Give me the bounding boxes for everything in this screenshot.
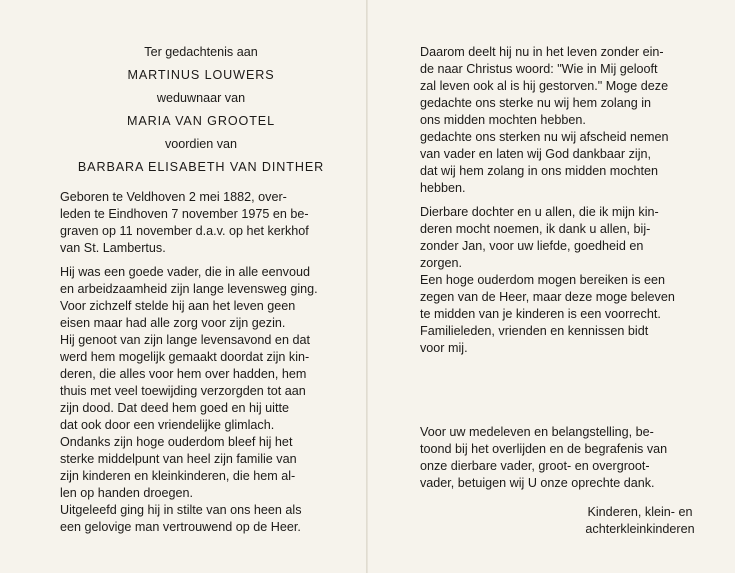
thanks-paragraph	[420, 424, 704, 492]
text-line: werd hem mogelijk gemaakt doordat zijn kin-	[60, 350, 310, 364]
text-line: zorgen.	[420, 256, 463, 270]
text-line: vader, betuigen wij U onze oprechte dank.	[420, 476, 655, 490]
text-line: de naar Christus woord: "Wie in Mij gelooft	[420, 62, 658, 76]
first-spouse-name: BARBARA ELISABETH VAN DINTHER	[77, 160, 325, 174]
text-line: Dierbare dochter en u allen, die ik mijn kin-	[420, 205, 659, 219]
text-line: gedachte ons sterke nu wij hem zolang in	[420, 96, 652, 110]
text-line: en arbeidzaamheid zijn lange levensweg ging.	[60, 282, 318, 296]
text-line: eisen maar had alle zorg voor zijn gezin.	[60, 316, 286, 330]
text-line: toond bij het overlijden en de begrafenis van	[420, 442, 668, 456]
text-line: zegen van de Heer, maar deze moge beleven	[420, 290, 675, 304]
text-line: dat ook door een vriendelijke glimlach.	[60, 418, 275, 432]
text-line: te midden van je kinderen is een voorrecht.	[420, 307, 661, 321]
text-line: graven op 11 november d.a.v. op het kerkhof	[60, 224, 309, 238]
farewell-paragraph	[420, 204, 704, 357]
text-line: deren, die alles voor hem over hadden, hem	[60, 367, 307, 381]
text-line: Hij genoot van zijn lange levensavond en dat	[60, 333, 310, 347]
text-line: zijn kinderen en kleinkinderen, die hem al-	[60, 469, 296, 483]
text-line: Familieleden, vrienden en kennissen bidt	[420, 324, 649, 338]
signature-line: Kinderen, klein- en	[587, 505, 693, 519]
text-line: Uitgeleefd ging hij in stilte van ons heen als	[60, 503, 302, 517]
text-line: len op handen droegen.	[60, 486, 194, 500]
previously-of-label: voordien van	[164, 137, 238, 151]
text-line: hebben.	[420, 181, 466, 195]
text-line: zonder Jan, voor uw liefde, goedheid en	[420, 239, 644, 253]
eulogy-paragraph	[60, 264, 342, 536]
center-fold	[366, 0, 368, 573]
text-line: Voor zichzelf stelde hij aan het leven geen	[60, 299, 296, 313]
text-line: van vader en laten wij God dankbaar zijn,	[420, 147, 652, 161]
text-line: zijn dood. Dat deed hem goed en hij uitte	[60, 401, 289, 415]
text-line: deren mocht noemen, ik dank u allen, bij-	[420, 222, 651, 236]
spouse-name: MARIA VAN GROOTEL	[126, 114, 276, 128]
left-column	[60, 44, 342, 536]
text-line: ons midden mochten hebben.	[420, 113, 586, 127]
family-signature	[575, 504, 705, 538]
signature-line: achterkleinkinderen	[585, 522, 695, 536]
text-line: leden te Eindhoven 7 november 1975 en be-	[60, 207, 309, 221]
text-line: sterke middelpunt van heel zijn familie van	[60, 452, 297, 466]
text-line: gedachte ons sterken nu wij afscheid nemen	[420, 130, 669, 144]
faith-paragraph	[420, 44, 704, 197]
text-line: Voor uw medeleven en belangstelling, be-	[420, 425, 654, 439]
text-line: Daarom deelt hij nu in het leven zonder ein-	[420, 45, 664, 59]
deceased-name: MARTINUS LOUWERS	[127, 68, 275, 82]
text-line: voor mij.	[420, 341, 468, 355]
text-line: van St. Lambertus.	[60, 241, 166, 255]
text-line: Hij was een goede vader, die in alle eenvoud	[60, 265, 310, 279]
text-line: dat wij hem zolang in ons midden mochten	[420, 164, 659, 178]
birth-death-paragraph	[60, 189, 342, 257]
text-line: zal leven ook al is hij gestorven." Moge deze	[420, 79, 669, 93]
text-line: Geboren te Veldhoven 2 mei 1882, over-	[60, 190, 287, 204]
text-line: Een hoge ouderdom mogen bereiken is een	[420, 273, 666, 287]
text-line: onze dierbare vader, groot- en overgroot-	[420, 459, 650, 473]
text-line: thuis met veel toewijding verzorgden tot aan	[60, 384, 306, 398]
right-column	[420, 44, 704, 357]
text-line: een gelovige man vertrouwend op de Heer.	[60, 520, 301, 534]
text-line: Ondanks zijn hoge ouderdom bleef hij het	[60, 435, 293, 449]
memorial-header	[60, 44, 342, 176]
header-intro: Ter gedachtenis aan	[144, 45, 258, 59]
widower-of-label: weduwnaar van	[156, 91, 246, 105]
